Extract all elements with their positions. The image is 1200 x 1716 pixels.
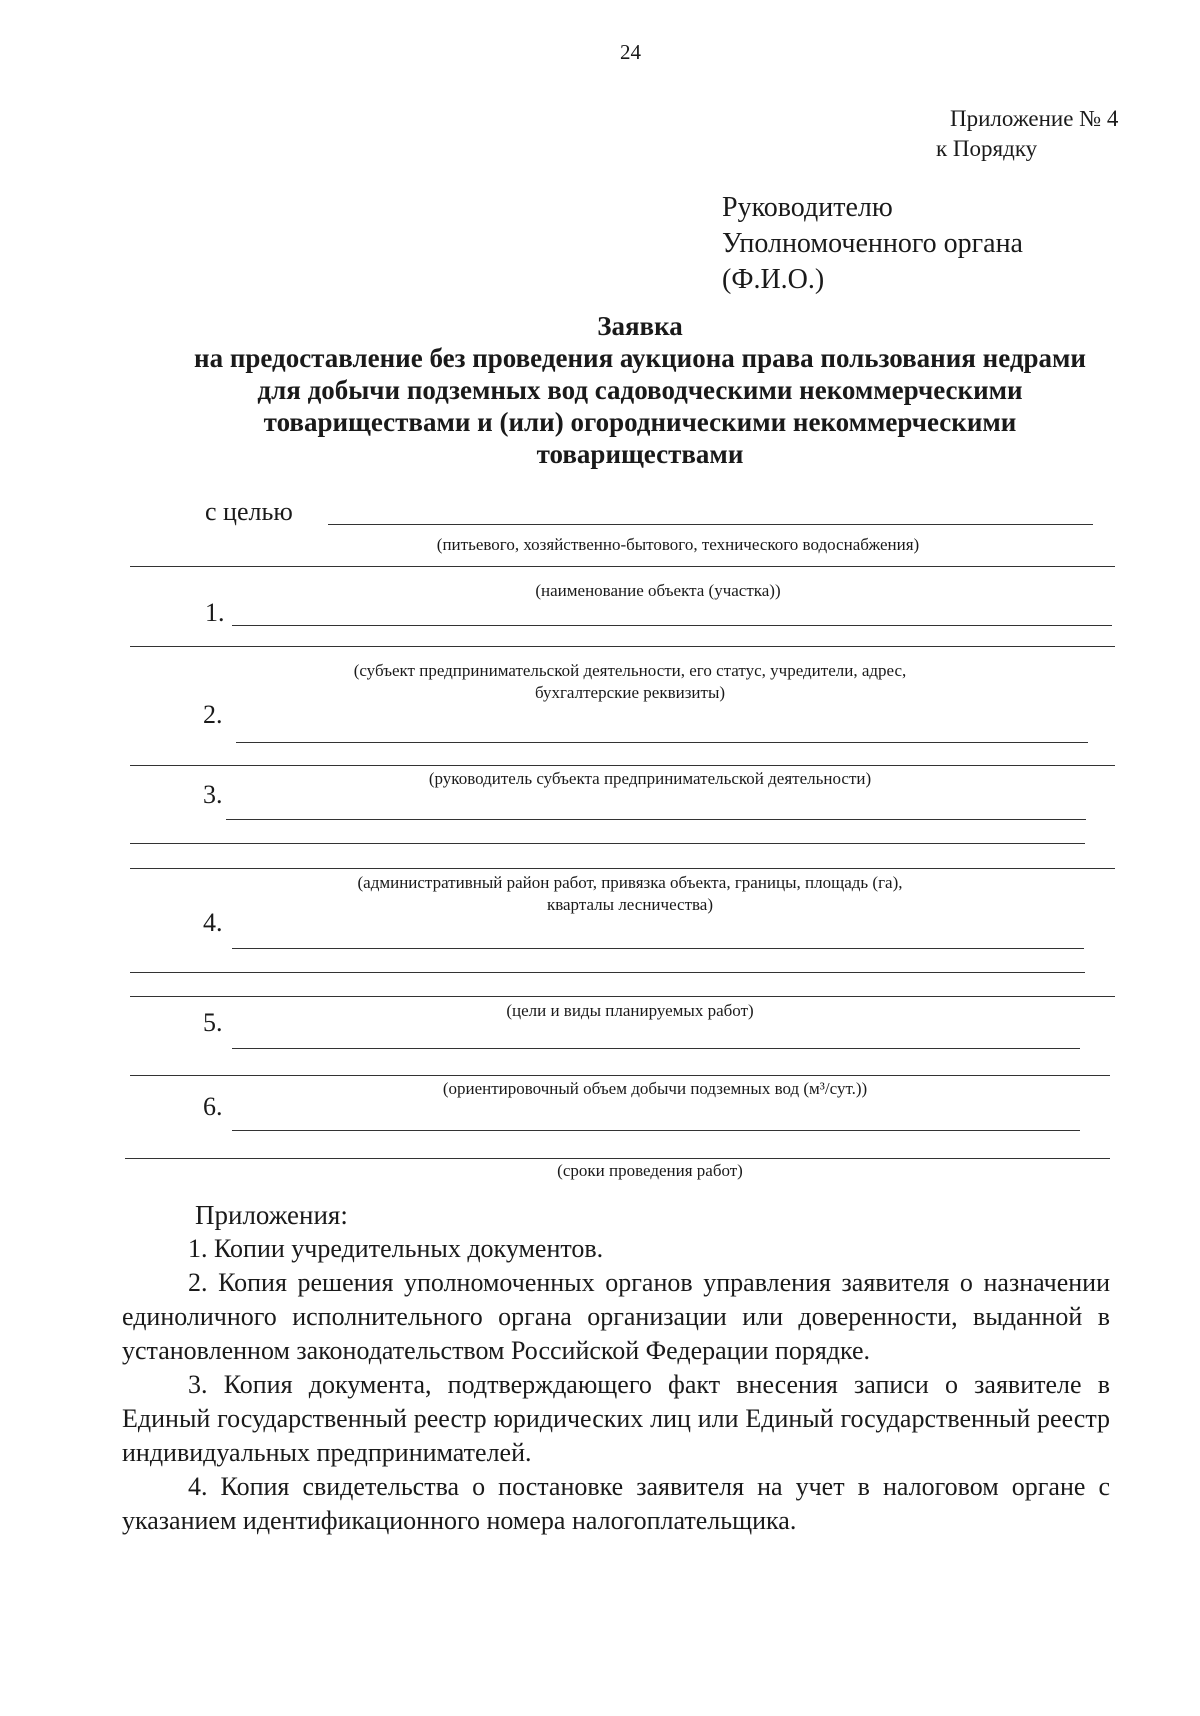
attachments-heading: Приложения: [195,1200,348,1230]
item-5-hint: (ориентировочный объем добычи подземных вод (м³/сут.)) [442,1079,868,1098]
item-4-number: 4. [203,908,223,937]
attachment-item-3: 3. Копия документа, подтверждающего факт внесения записи о заявителе в Единый государственный реестр юридических лиц или Единый государственный реестр индивидуальных предпринимателей. [122,1370,1110,1467]
addressee-line-3: (Ф.И.О.) [722,264,825,295]
item-5-number: 5. [203,1008,223,1037]
item-1-hint-line-2: бухгалтерские реквизиты) [534,683,726,702]
title-line-2: для добычи подземных вод садоводческими некоммерческими [257,375,1023,405]
item-5-field-extra[interactable] [130,1075,1110,1076]
item-3-field[interactable] [226,819,1086,820]
purpose-label: с целью [205,497,293,526]
addressee-line-1: Руководителю [722,192,893,223]
title-heading: Заявка [597,311,683,341]
item-2-number: 2. [203,700,223,729]
item-6-field-extra[interactable] [125,1158,1110,1159]
addressee-block [722,190,1023,298]
item-6-field[interactable] [232,1130,1080,1131]
item-6-hint: (сроки проведения работ) [557,1161,743,1180]
item-4-field-extra-2[interactable] [130,996,1115,997]
purpose-hint: (питьевого, хозяйственно-бытового, технического водоснабжения) [436,535,920,554]
item-3-hint-line-1: (административный район работ, привязка объекта, границы, площадь (га), [357,873,903,892]
item-4-hint: (цели и виды планируемых работ) [506,1001,754,1020]
purpose-field[interactable] [328,524,1093,525]
item-2-field[interactable] [236,742,1088,743]
appendix-line-1: Приложение № 4 [950,106,1119,131]
attachment-item-1: 1. Копии учредительных документов. [188,1234,604,1263]
item-3-field-extra-2[interactable] [130,868,1115,869]
appendix-line-2: к Порядку [936,136,1038,161]
item-1-hint-line-1: (субъект предпринимательской деятельности, его статус, учредители, адрес, [353,661,907,680]
addressee-line-2: Уполномоченного органа [722,228,1023,259]
attachments-section [122,1198,1110,1538]
item-3-hint [230,872,1030,916]
title-line-4: товариществами [536,439,744,469]
item-2-hint: (руководитель субъекта предпринимательской деятельности) [428,769,872,788]
item-1-field-extra[interactable] [130,646,1115,647]
title-line-1: на предоставление без проведения аукциона права пользования недрами [194,343,1086,373]
title-line-3: товариществами и (или) огородническими некоммерческими [263,407,1017,437]
item-3-hint-line-2: кварталы лесничества) [546,895,714,914]
attachment-item-2: 2. Копия решения уполномоченных органов управления заявителя о назначении единоличного исполнительного органа организации или доверенности, выданной в установленном законодательством Российской Федерации порядке. [122,1268,1110,1365]
item-4-field-extra-1[interactable] [130,972,1085,973]
item-4-field[interactable] [232,948,1084,949]
item-3-field-extra-1[interactable] [130,843,1085,844]
item-5-field[interactable] [232,1048,1080,1049]
appendix-reference [936,104,1119,164]
item-1-field[interactable] [232,625,1112,626]
object-name-field[interactable] [130,566,1115,567]
item-2-field-extra[interactable] [130,765,1115,766]
item-3-number: 3. [203,780,223,809]
item-1-hint [230,660,1030,704]
document-title [140,310,1140,470]
item-1-number: 1. [205,598,225,627]
object-name-hint: (наименование объекта (участка)) [535,581,781,600]
attachment-item-4: 4. Копия свидетельства о постановке заявителя на учет в налоговом органе с указанием идентификационного номера налогоплательщика. [122,1472,1110,1535]
page-number: 24 [620,40,641,64]
item-6-number: 6. [203,1092,223,1121]
